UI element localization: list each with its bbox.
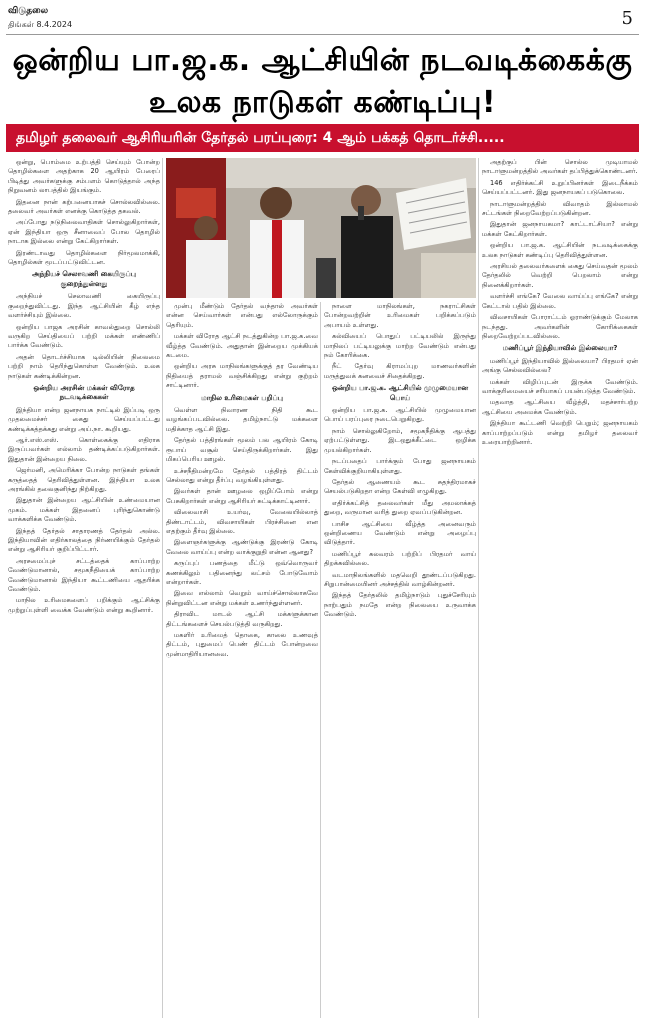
subheading: மணிப்பூர் இந்தியாவில் இல்லையா?	[502, 344, 618, 353]
paragraph: வடமாநிலங்களில் மதவெறி தூண்டப்படுகிறது. சிறுபான்மையினர் அச்சத்தில் வாழ்கின்றனர்.	[324, 570, 476, 588]
paragraph: அதற்குப் பின் சொல்ல முடியாமல் நாடாளுமன்றத்தில் அவர்கள் தப்பித்துக்கொண்டனர்.	[482, 158, 638, 176]
article-column-4	[482, 158, 638, 1018]
paragraph: இதனை நான் கற்பனையாகச் சொல்லவில்லை. தலைவர் அவர்கள் எனக்கு கொடுத்த தகவல்.	[8, 197, 160, 216]
article-column-3	[324, 302, 476, 1018]
paragraph: இந்தியா கூட்டணி வெற்றி பெறும்; ஜனநாயகம் காப்பாற்றப்படும் என்று தமிழர் தலைவர் உரையாற்றினார்.	[482, 419, 638, 446]
paragraph: இந்தத் தேர்தல் சாதாரணத் தேர்தல் அல்ல. இந்தியாவின் எதிர்காலத்தை நிர்ணயிக்கும் தேர்தல் என்று ஆசிரியர் குறிப்பிட்டார்.	[8, 526, 160, 554]
subheading: அந்நியச் செலாவணி கையிருப்பு குறைந்துள்ளது	[32, 270, 136, 288]
paragraph: ஜெர்மனி, அமெரிக்கா போன்ற நாடுகள் தங்கள் கருத்தைத் தெரிவித்துள்ளன. இந்தியா உலக அரங்கில் தலைகுனிந்து நிற்கிறது.	[8, 466, 160, 493]
paragraph: ஒன்று, பொம்மை உற்பத்தி செய்யும் போன்ற தொழில்களை அதற்காக 20 ஆயிரம் பேரைப் பிடித்து அவர்களுக்கு சம்பளம் கொடுத்தால் அந்த நிறுவனம் லாபத்தில் இயங்கும்.	[8, 158, 160, 195]
paragraph: அந்நியச் செலாவணி கையிருப்பு குறைந்துவிட்டது. இந்த ஆட்சியின் கீழ் எந்த வளர்ச்சியும் இல்லை.	[8, 292, 160, 320]
paragraph: வெள்ள நிவாரண நிதி கூட வழங்கப்படவில்லை. தமிழ்நாட்டு மக்களை மதிக்காத ஆட்சி இது.	[166, 406, 318, 433]
rally-photo	[166, 158, 476, 298]
paragraph: இளைஞர்களுக்கு ஆண்டுக்கு இரண்டு கோடி வேலை வாய்ப்பு என்ற வாக்குறுதி என்ன ஆனது?	[166, 538, 318, 556]
paragraph: ஒன்றிய பாஜக அரசின் காவல்துறை சொல்லி வருகிற செய்தியைப் பற்றி மக்கள் எண்ணிப் பார்க்க வேண்டும்.	[8, 322, 160, 350]
paragraph: 146 எதிர்க்கட்சி உறுப்பினர்கள் இடைநீக்கம் செய்யப்பட்டனர். இது ஜனநாயகப் படுகொலை.	[482, 178, 638, 197]
paragraph: தேர்தல் ஆணையம் கூட சுதந்திரமாகச் செயல்படுகிறதா என்ற கேள்வி எழுகிறது.	[324, 477, 476, 496]
paragraph: ஆர்.எஸ்.எஸ். கொள்கைக்கு எதிராக இருப்பவர்கள் எல்லாம் தண்டிக்கப்படுகிறார்கள். இதுதான் இன்றைய நிலை.	[8, 435, 160, 463]
paper-date: திங்கள் 8.4.2024	[8, 20, 73, 29]
continuation-banner: தமிழர் தலைவர் ஆசிரியரின் தேர்தல் பரப்புரை: 4 ஆம் பக்கத் தொடர்ச்சி.....	[6, 124, 639, 152]
subheading: ஒன்றிய பா.ஜ.க. ஆட்சியில் முழுமையான பொய்	[331, 384, 468, 402]
column-divider	[162, 158, 163, 1018]
paragraph: இவர்கள் தான் ஊழலை ஒழிப்போம் என்று பேசுகிறார்கள் என்று ஆசிரியர் சுட்டிக்காட்டினார்.	[166, 487, 318, 505]
paragraph: மாநில உரிமைகளைப் பறிக்கும் ஆட்சிக்கு முற்றுப்புள்ளி வைக்க வேண்டும் என்று கூறினார்.	[8, 596, 160, 614]
paragraph: மணிப்பூர் இந்தியாவில் இல்லையா? பிரதமர் ஏன் அங்கு செல்லவில்லை?	[482, 356, 638, 375]
paragraph: விவசாயிகள் போராட்டம் ஓராண்டுக்கும் மேலாக நடந்தது. அவர்களின் கோரிக்கைகள் நிறைவேற்றப்படவில்லை.	[482, 313, 638, 340]
rally-photo-illustration	[166, 158, 476, 298]
paragraph: கல்வியைப் பொதுப் பட்டியலில் இருந்து மாநிலப் பட்டியலுக்கு மாற்ற வேண்டும் என்பது நம் கோரிக்கை.	[324, 332, 476, 360]
paragraph: கருப்புப் பணத்தை மீட்டு ஒவ்வொருவர் கணக்கிலும் பதினைந்து லட்சம் போடுவோம் என்றார்கள்.	[166, 559, 318, 586]
paragraph: திராவிட மாடல் ஆட்சி மக்களுக்கான திட்டங்களைச் செயல்படுத்தி வருகிறது.	[166, 610, 318, 628]
paragraph: மக்கள் விரோத ஆட்சி நடத்துகின்ற பா.ஜ.க.வை வீழ்த்த வேண்டும். அதுதான் இன்றைய முக்கியக் கடமை.	[166, 332, 318, 360]
paragraph: விலைவாசி உயர்வு, வேலையில்லாத் திண்டாட்டம், விவசாயிகள் பிரச்சினை என எதற்கும் தீர்வு இல்லை.	[166, 508, 318, 535]
paragraph: மணிப்பூர் கலவரம் பற்றிப் பிரதமர் வாய் திறக்கவில்லை.	[324, 549, 476, 568]
paragraph: இந்தியா என்ற ஜனநாயக நாட்டில் இப்படி ஒரு முதலமைச்சர் கைது செய்யப்பட்டது கண்டிக்கத்தக்கது என்று அய்.நா. கூறியது.	[8, 405, 160, 433]
paragraph: நீட் தேர்வு கிராமப்புற மாணவர்களின் மருத்துவக் கனவைச் சிதைக்கிறது.	[324, 362, 476, 380]
paragraph: தேர்தல் பத்திரங்கள் மூலம் பல ஆயிரம் கோடி ரூபாய் வசூல் செய்திருக்கிறார்கள். இது மிகப்பெரிய ஊழல்.	[166, 436, 318, 464]
paragraph: இவை எல்லாம் வெறும் வாய்ச்சொல்லாகவே நின்றுவிட்டன என்று மக்கள் உணர்ந்துள்ளனர்.	[166, 589, 318, 607]
paragraph: மகளிர் உரிமைத் தொகை, காலை உணவுத் திட்டம், புதுமைப் பெண் திட்டம் போன்றவை முன்மாதிரியானவை.	[166, 631, 318, 658]
paragraph: அப்போது நடுநிலைவாதிகள் சொல்லுகிறார்கள், ஏன் இந்தியா ஒரு சீனாவைப் போல தொழில் நாடாக இல்லை என்று கேட்கிறார்கள்.	[8, 218, 160, 246]
article-column-1	[8, 158, 160, 1018]
paragraph: எதிர்க்கட்சித் தலைவர்கள் மீது அமலாக்கத் துறை, வருமான வரித் துறை ஏவப்படுகின்றன.	[324, 498, 476, 517]
article-column-2	[166, 302, 318, 1018]
paragraph: அதன் தொடர்ச்சியாக டில்லியின் நிலைமை பற்றி நாம் தெரிந்துகொள்ள வேண்டும். உலக நாடுகள் கண்டிக்கின்றன.	[8, 352, 160, 380]
headline-line-2: உலக நாடுகள் கண்டிப்பு!	[148, 85, 497, 120]
paragraph: அரசியல் தலைவர்களைக் கைது செய்வதன் மூலம் தேர்தலில் வெற்றி பெறலாம் என்று நினைக்கிறார்கள்.	[482, 262, 638, 289]
paragraph: இதுதான் ஜனநாயகமா? காட்டாட்சியா? என்று மக்கள் கேட்கிறார்கள்.	[482, 220, 638, 238]
page-number: 5	[621, 8, 633, 29]
paragraph: ஒன்றிய அரசு மாநிலங்களுக்குத் தர வேண்டிய நிதியைத் தராமல் வஞ்சிக்கிறது என்று குற்றம் சாட்டினார்.	[166, 362, 318, 390]
paragraph: முன்பு மீண்டும் தேர்தல் வந்தால் அவர்கள் என்ன செய்வார்கள் என்பது எல்லோருக்கும் தெரியும்.	[166, 302, 318, 329]
paragraph: மதவாத ஆட்சியை வீழ்த்தி, மதச்சார்பற்ற ஆட்சியை அமைக்க வேண்டும்.	[482, 398, 638, 416]
paragraph: மக்கள் விழிப்புடன் இருக்க வேண்டும். வாக்குரிமையைச் சரியாகப் பயன்படுத்த வேண்டும்.	[482, 377, 638, 395]
masthead-divider	[6, 34, 639, 35]
paragraph: இரண்டாவது தொழில்களை நிர்மூலமாக்கி, தொழில்கள் மூடப்பட்டுவிட்டன.	[8, 248, 160, 267]
paragraph: பாசிச ஆட்சியை வீழ்த்த அனைவரும் ஒன்றிணைய வேண்டும் என்று அழைப்பு விடுத்தார்.	[324, 519, 476, 547]
paragraph: நாடாளுமன்றத்தில் விவாதம் இல்லாமல் சட்டங்கள் நிறைவேற்றப்படுகின்றன.	[482, 199, 638, 218]
subheading: மாநில உரிமைகள் பறிப்பு	[201, 393, 283, 402]
paragraph: இதுதான் இன்றைய ஆட்சியின் உண்மையான முகம். மக்கள் இதனைப் புரிந்துகொண்டு வாக்களிக்க வேண்டும்.	[8, 496, 160, 524]
paragraph: ஒன்றிய பா.ஜ.க. ஆட்சியில் முழுமையான பொய் பரப்புரை நடைபெறுகிறது.	[324, 406, 476, 424]
paragraph: நாளை மாநிலங்கள், நகராட்சிகள் போன்றவற்றின் உரிமைகள் பறிக்கப்படும் அபாயம் உள்ளது.	[324, 302, 476, 329]
paragraph: இந்தத் தேர்தலில் தமிழ்நாடும் புதுச்சேரியும் நாற்பதும் நமதே என்ற நிலையை உருவாக்க வேண்டும்.	[324, 591, 476, 619]
paragraph: ஒன்றிய பா.ஜ.க. ஆட்சியின் நடவடிக்கைக்கு உலக நாடுகள் கண்டிப்பு தெரிவித்துள்ளன.	[482, 241, 638, 259]
paragraph: அரசமைப்புச் சட்டத்தைக் காப்பாற்ற வேண்டுமானால், சமூகநீதியைக் காப்பாற்ற வேண்டுமானால் இந்தியா கூட்டணியை ஆதரிக்க வேண்டும்.	[8, 556, 160, 594]
paragraph: நாம் சொல்லுகிறோம், சமூகநீதிக்கு ஆபத்து ஏற்பட்டுள்ளது. இடஒதுக்கீட்டை ஒழிக்க முயல்கிறார்கள்.	[324, 426, 476, 454]
headline-line-1: ஒன்றிய பா.ஜ.க. ஆட்சியின் நடவடிக்கைக்கு	[12, 43, 633, 78]
paragraph: உச்சநீதிமன்றமே தேர்தல் பத்திரத் திட்டம் செல்லாது என்று தீர்ப்பு வழங்கியுள்ளது.	[166, 466, 318, 484]
subheading: ஒன்றிய அரசின் மக்கள் விரோத நடவடிக்கைகள்	[33, 383, 135, 402]
paragraph: வளர்ச்சி எங்கே? வேலை வாய்ப்பு எங்கே? என்று கேட்டால் பதில் இல்லை.	[482, 292, 638, 310]
column-divider	[478, 158, 479, 1018]
masthead	[0, 0, 645, 34]
column-divider	[320, 302, 321, 1018]
paragraph: நடப்பதைப் பார்க்கும் போது ஜனநாயகம் கேள்விக்குறியாகியுள்ளது.	[324, 457, 476, 475]
paper-name: விடுதலை	[8, 6, 49, 16]
